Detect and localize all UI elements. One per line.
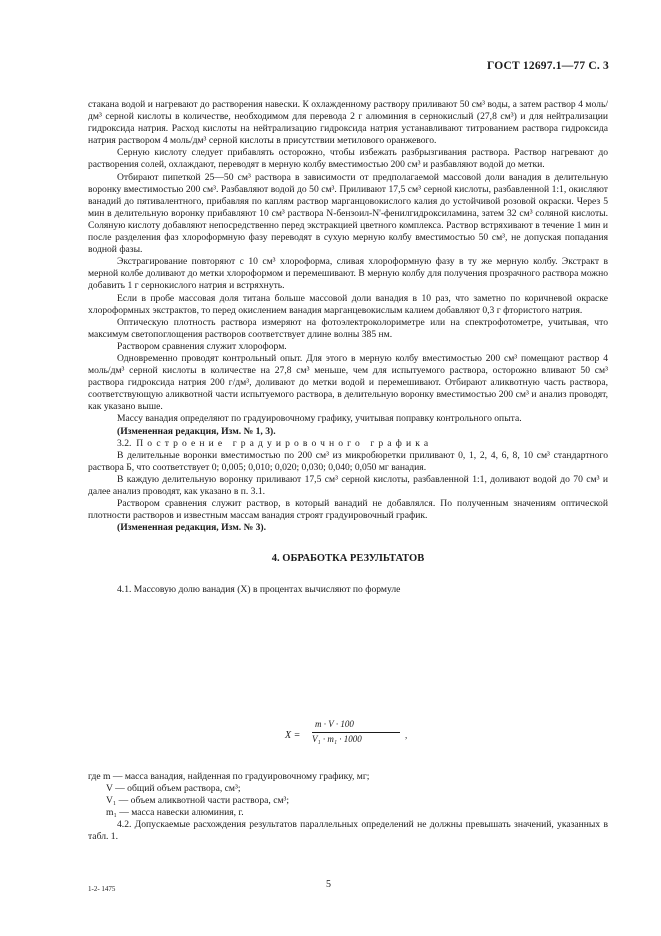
fraction-bar xyxy=(312,732,400,733)
paragraph: Серную кислоту следует прибавлять осторожно, чтобы избежать разбрызгивания раствора. Раствор нагревают до растворения солей, охлаждают, переводят в мерную колбу вместимостью 200 см³ и разбавляют водой до метки. xyxy=(88,147,608,171)
page-header: ГОСТ 12697.1—77 С. 3 xyxy=(486,60,609,72)
paragraph: 4.1. Массовую долю ванадия (X) в процентах вычисляют по формуле xyxy=(117,584,401,596)
body-text xyxy=(88,99,608,597)
subsection-number: 3.2. xyxy=(117,437,132,449)
definition: V — общий объем раствора, см³; xyxy=(106,783,241,795)
paragraph: 4.2. Допускаемые расхождения результатов параллельных определений не должны превышать значений, указанных в табл. 1. xyxy=(88,819,608,843)
paragraph: стакана водой и нагревают до растворения навески. К охлажденному раствору приливают 50 см³ воды, а затем раствор 4 моль/дм³ серной кислоты в количестве, необходимом для перевода 2 г алюминия в сернокислый (27,8 см³) и для нейтрализации гидроксида натрия. Расход кислоты на нейтрализацию гидроксида натрия устанавливают титрованием раствора гидроксида натрия раствором 4 моль/дм³ серной кислоты в присутствии метилового оранжевого. xyxy=(88,99,608,147)
definition: V₁ — объем аликвотной части раствора, см³; xyxy=(106,795,290,807)
subsection-heading xyxy=(88,438,608,450)
amendment-note: (Измененная редакция, Изм. № 1, 3). xyxy=(117,425,276,437)
formula-denominator: V₁ · m₁ · 1000 xyxy=(312,734,362,744)
formula xyxy=(285,719,425,759)
paragraph: Отбирают пипеткой 25—50 см³ раствора в зависимости от предполагаемой массовой доли ванадия в делительную воронку вместимостью 200 см³. Разбавляют водой до 50 см³. Приливают 17,5 см³ серной кислоты, разбавленной 1:1, окисляют ванадий до пятивалентного, прибавляя по каплям раствор марганцовокислого калия до устойчивой розовой окраски. Через 5 мин в делительную воронку прибавляют 10 см³ раствора N-бензоил-N'-фенилгидроксиламина, затем 32 см³ соляной кислоты. Соляную кислоту добавляют непосредственно перед экстракцией цветного комплекса. Раствор встряхивают в течение 1 мин и после разделения фаз хлороформную фазу переводят в сухую мерную колбу вместимостью 50 см³, не допуская попадания водной фазы. xyxy=(88,171,608,256)
variable-definitions xyxy=(88,771,608,844)
paragraph: В каждую делительную воронку приливают 17,5 см³ серной кислоты, разбавленной 1:1, доливают водой до 70 см³ и далее анализ проводят, как указано в п. 3.1. xyxy=(88,473,608,497)
paragraph: В делительные воронки вместимостью по 200 см³ из микробюретки приливают 0, 1, 2, 4, 6, 8, 10 см³ стандартного раствора Б, что соответствует 0; 0,005; 0,010; 0,020; 0,030; 0,040; 0,050 мг ванадия. xyxy=(88,449,608,473)
footer-code: 1-2- 1475 xyxy=(88,885,116,893)
paragraph: Одновременно проводят контрольный опыт. Для этого в мерную колбу вместимостью 200 см³ помещают раствор 4 моль/дм³ серной кислоты в количестве на 27,8 см³ меньше, чем для испытуемого раствора, осторожно вливают 50 см³ раствора гидроксида натрия 200 г/дм³, доливают до метки водой и перемешивают. Отбирают аликвотную часть раствора, соответствующую аликвотной части испытуемого раствора, в делительную воронку вместимостью 200 см³ и анализ проводят, как указано выше. xyxy=(88,352,608,413)
subsection-title: Построение градуировочного графика xyxy=(136,437,433,449)
formula-lhs: X = xyxy=(285,730,301,741)
formula-numerator: m · V · 100 xyxy=(315,719,354,729)
paragraph: Экстрагирование повторяют с 10 см³ хлороформа, сливая хлороформную фазу в ту же мерную колбу. Экстракт в мерной колбе доливают до метки хлороформом и перемешивают. В мерную колбу для получения прозрачного раствора можно добавить 1 г сернокислого натрия и встряхнуть. xyxy=(88,256,608,292)
section-heading: 4. ОБРАБОТКА РЕЗУЛЬТАТОВ xyxy=(271,553,425,565)
definition: где m — масса ванадия, найденная по градуировочному графику, мг; xyxy=(88,771,370,782)
definition: m₁ — масса навески алюминия, г. xyxy=(106,807,244,819)
paragraph: Раствором сравнения служит раствор, в который ванадий не добавлялся. По полученным значениям оптической плотности растворов и известным массам ванадия строят градуировочный график. xyxy=(88,498,608,522)
paragraph: Массу ванадия определяют по градуировочному графику, учитывая поправку контрольного опыта. xyxy=(117,413,522,425)
amendment-note: (Измененная редакция, Изм. № 3). xyxy=(117,522,267,534)
page-number: 5 xyxy=(326,879,331,890)
paragraph: Если в пробе массовая доля титана больше массовой доли ванадия в 10 раз, что заметно по коричневой окраске хлороформных экстрактов, то перед окислением ванадия марганцевокислым калием добавляют 0,3 г фтористого натрия. xyxy=(88,292,608,316)
paragraph: Оптическую плотность раствора измеряют на фотоэлектроколориметре или на спектрофотометре, учитывая, что максимум светопоглощения растворов соответствует длине волны 385 нм. xyxy=(88,316,608,340)
paragraph: Раствором сравнения служит хлороформ. xyxy=(117,340,287,352)
formula-comma: , xyxy=(405,730,408,740)
